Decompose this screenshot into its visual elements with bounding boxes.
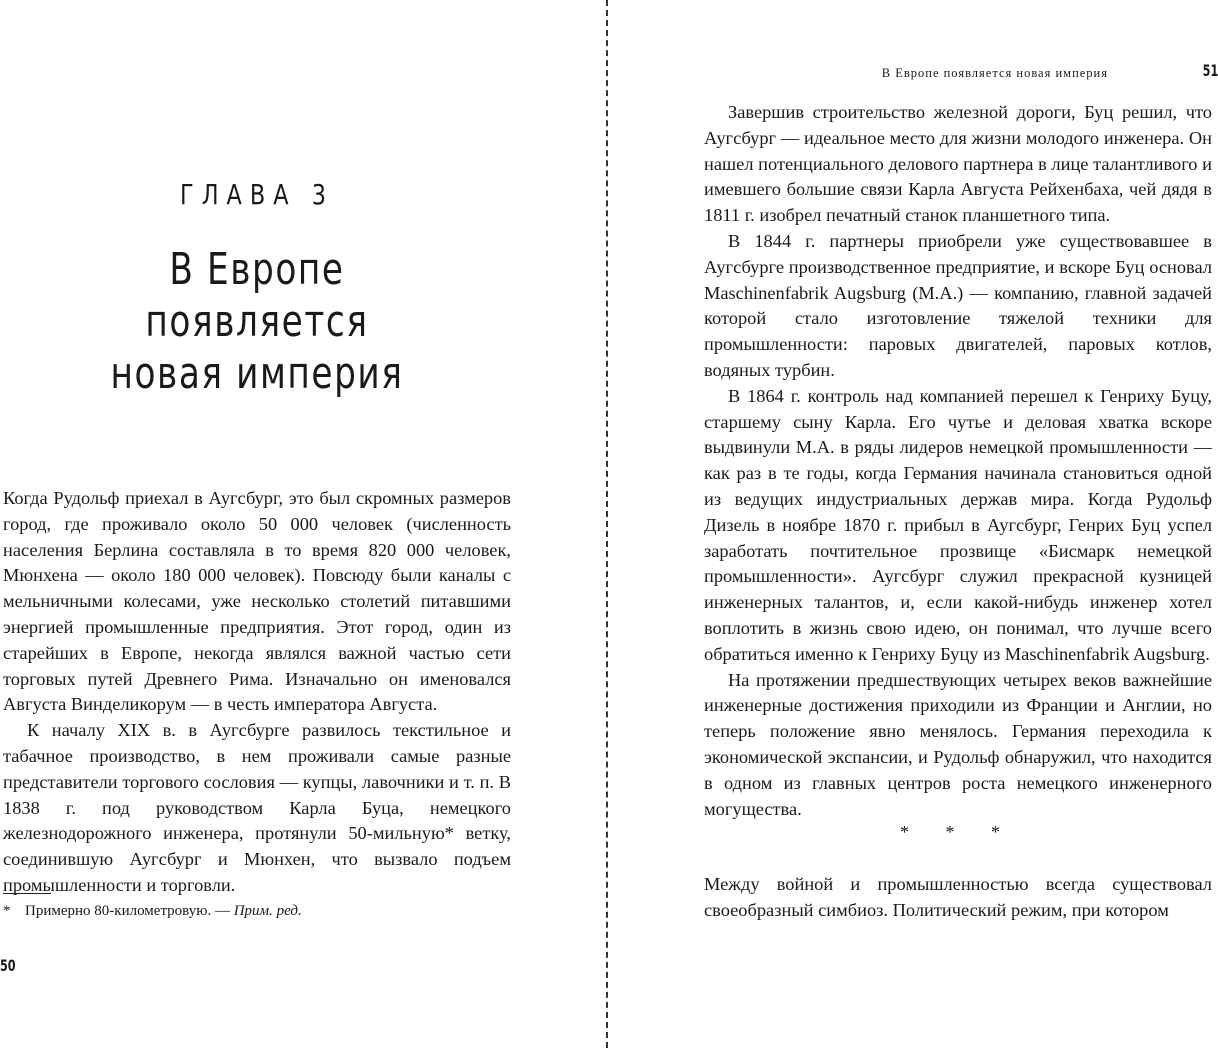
footnote-mark: * (3, 903, 11, 919)
page-number-right: 51 (1202, 61, 1218, 80)
paragraph: К началу XIX в. в Аугсбурге развилось текстильное и табачное производство, в нем проживали самые разные представители торгового сословия — купцы, лавочники и т. п. В 1838 г. под руководством Карла Буца, немецкого железнодорожного инженера, протянули 50-мильную* ветку, соединившую Аугсбург и Мюнхен, что вызвало подъем промышленности и торговли. (3, 720, 511, 895)
right-body-text (704, 100, 1212, 822)
footnote-rule (3, 893, 51, 894)
final-paragraph-block (704, 872, 1212, 924)
chapter-title (57, 244, 458, 400)
running-head: В Европе появляется новая империя (881, 66, 1108, 80)
footnote (3, 900, 511, 922)
paragraph: В 1864 г. контроль над компанией перешел к Генриху Буцу, старшему сыну Карла. Его чутье и деловая хватка вскоре выдвинули M.A. в ряды лидеров немецкой промышленности — как раз в те годы, когда Германия начинала становиться одной из ведущих индустриальных держав мира. Когда Рудольф Дизель в ноябре 1870 г. прибыл в Аугсбург, Генрих Буц успел заработать почтительное прозвище «Бисмарк немецкой промышленности». Аугсбург служил прекрасной кузницей инженерных талантов, и, если какой-нибудь инженер хотел воплотить в жизнь свою идею, он понимал, что лучше всего обратиться именно к Генриху Буцу из Maschinenfabrik Augsburg. (704, 385, 1212, 664)
chapter-title-line-2: новая империя (110, 348, 404, 399)
right-page (608, 0, 1218, 1048)
paragraph: Между войной и промышленностью всегда существовал своеобразный симбиоз. Политический режим, при котором (704, 874, 1212, 920)
paragraph: В 1844 г. партнеры приобрели уже существовавшее в Аугсбурге производственное предприятие, и вскоре Буц основал Maschinenfabrik Augsburg (M.A.) — компанию, главной задачей которой стало изготовление тяжелой техники для промышленности: паровых двигателей, паровых котлов, водяных турбин. (704, 230, 1212, 380)
paragraph: Когда Рудольф приехал в Аугсбург, это был скромных размеров город, где проживало около 50 000 человек (численность населения Берлина составляла в то время 820 000 человек, Мюнхена — около 180 000 человек). Повсюду были каналы с мельничными колесами, уже несколько столетий питавшими энергией промышленные предприятия. Этот город, один из старейших в Европе, некогда являлся важной частью сети торговых путей Древнего Рима. Изначально он именовался Августа Винделикорум — в честь императора Августа. (3, 488, 511, 715)
paragraph: Завершив строительство железной дороги, Буц решил, что Аугсбург — идеальное место для жизни молодого инженера. Он нашел потенциального делового партнера в лице талантливого и имевшего большие связи Карла Августа Рейхенбаха, чей дядя в 1811 г. изобрел печатный станок планшетного типа. (704, 102, 1212, 226)
chapter-label: ГЛАВА 3 (180, 178, 334, 211)
page-number-left: 50 (0, 956, 16, 975)
left-body-text (3, 486, 511, 899)
section-separator: * * * (900, 822, 1016, 842)
paragraph: На протяжении предшествующих четырех веков важнейшие инженерные достижения приходили из Франции и Англии, но теперь положение явно менялось. Германия переходила к экономической экспансии, и Рудольф обнаружил, что находится в одном из главных центров роста немецкого инженерного могущества. (704, 669, 1212, 819)
footnote-text: Примерно 80-километровую. — (25, 903, 230, 919)
footnote-attribution: Прим. ред. (233, 903, 302, 919)
chapter-title-line-1: В Европе появляется (145, 244, 369, 347)
left-page (0, 0, 606, 1048)
